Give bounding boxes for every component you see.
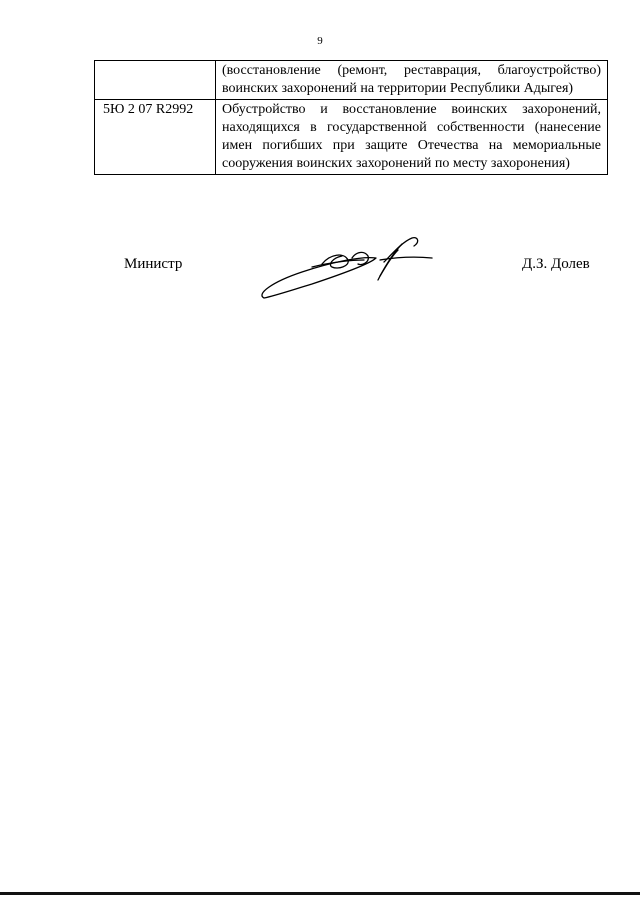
- row-code: 5Ю 2 07 R2992: [95, 100, 216, 175]
- handwritten-signature: [252, 234, 442, 304]
- table-row: [95, 61, 608, 100]
- signer-name: Д.З. Долев: [522, 256, 590, 272]
- row-code: [95, 61, 216, 100]
- code-table: [94, 60, 608, 175]
- row-description: Обустройство и восстановление воинских захоронений, находящихся в государственной собственности (нанесение имен погибших при защите Отечества на мемориальные сооружения воинских захоронений по месту захоронения): [216, 100, 608, 175]
- table-row: [95, 100, 608, 175]
- page-number: 9: [317, 35, 323, 47]
- signature-block: [0, 256, 640, 316]
- page-bottom-border: [0, 892, 640, 895]
- signer-title: Министр: [124, 256, 183, 272]
- row-description: (восстановление (ремонт, реставрация, благоустройство) воинских захоронений на территории Республики Адыгея): [216, 61, 608, 100]
